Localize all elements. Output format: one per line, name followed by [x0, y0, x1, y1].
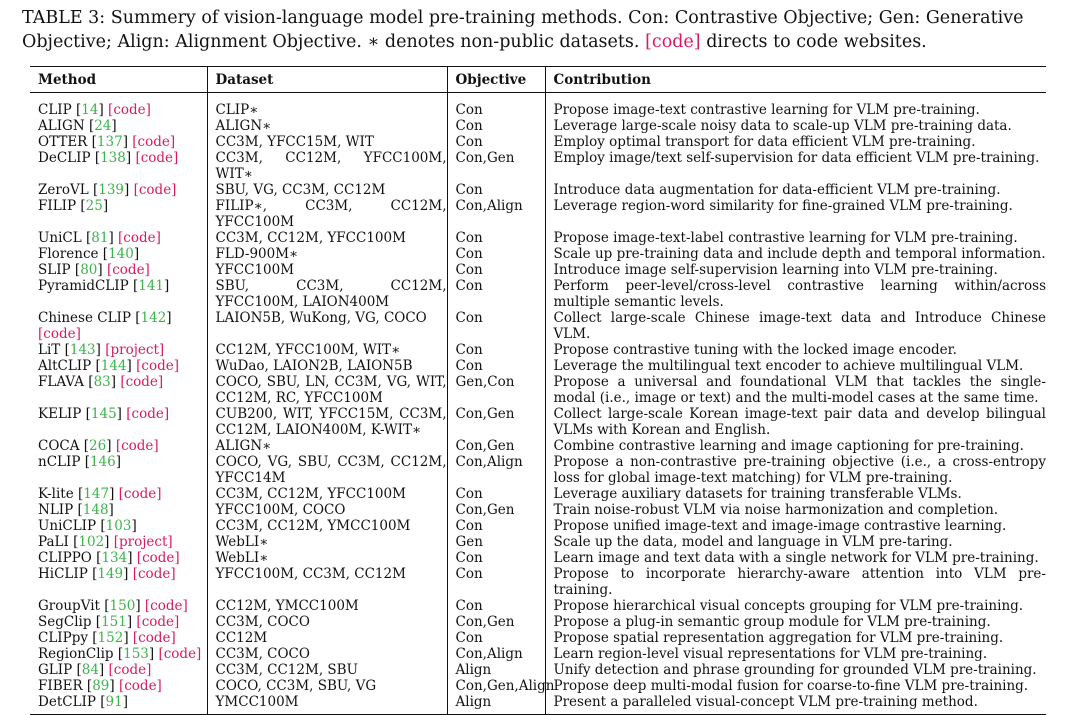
cell-objective: Align [447, 662, 545, 678]
method-name: LiT [38, 342, 61, 358]
code-link[interactable]: [code] [136, 614, 180, 630]
method-name: Chinese CLIP [38, 310, 131, 326]
citation-link[interactable]: 152 [97, 630, 124, 646]
cell-contribution: Learn image and text data with a single network for VLM pre-training. [545, 550, 1046, 566]
cell-dataset: CC12M, YMCC100M [207, 598, 447, 614]
table-row [30, 454, 1046, 486]
cell-objective: Con [447, 182, 545, 198]
cell-contribution: Leverage the multilingual text encoder to achieve multilingual VLM. [545, 358, 1046, 374]
table-row [30, 566, 1046, 598]
cell-objective: Con [447, 550, 545, 566]
method-name: PaLI [38, 534, 69, 550]
cell-method: CLIPpy [152] [code] [38, 630, 176, 646]
cell-objective: Con,Gen [447, 438, 545, 454]
cell-dataset: CC12M [207, 630, 447, 646]
cell-method: COCA [26] [code] [38, 438, 159, 454]
cell-contribution: Propose hierarchical visual concepts grouping for VLM pre-training. [545, 598, 1046, 614]
cell-dataset: WebLI∗ [207, 534, 447, 550]
citation-link[interactable]: 83 [93, 374, 111, 390]
cell-objective: Con,Gen [447, 502, 545, 518]
cell-objective: Con [447, 134, 545, 150]
code-link[interactable]: [code] [120, 374, 164, 390]
cell-contribution: Propose unified image-text and image-image contrastive learning. [545, 518, 1046, 534]
code-link[interactable]: [code] [133, 182, 177, 198]
code-link[interactable]: [code] [118, 486, 162, 502]
table-row [30, 534, 1046, 550]
code-link[interactable]: [code] [106, 262, 150, 278]
method-name: FILIP [38, 198, 77, 214]
cell-method: AltCLIP [144] [code] [38, 358, 179, 374]
citation-link[interactable]: 84 [81, 662, 99, 678]
cell-dataset: YFCC100M, CC3M, CC12M [207, 566, 447, 598]
cell-contribution: Combine contrastive learning and image captioning for pre-training. [545, 438, 1046, 454]
citation-link[interactable]: 138 [100, 150, 126, 166]
cell-objective: Align [447, 694, 545, 715]
table-row [30, 694, 1046, 715]
citation-link[interactable]: 143 [69, 342, 96, 358]
cell-contribution: Propose contrastive tuning with the locked image encoder. [545, 342, 1046, 358]
method-name: NLIP [38, 502, 74, 518]
cell-contribution: Present a paralleled visual-concept VLM pre-training method. [545, 694, 1046, 715]
citation-link[interactable]: 147 [83, 486, 110, 502]
cell-contribution: Leverage auxiliary datasets for training transferable VLMs. [545, 486, 1046, 502]
table-row [30, 374, 1046, 406]
cell-contribution: Propose a non-contrastive pre-training objective (i.e., a cross-entropy loss for global image-text matching) for VLM pre-training. [545, 454, 1046, 486]
cell-objective: Con [447, 486, 545, 502]
cell-contribution: Unify detection and phrase grounding for grounded VLM pre-training. [545, 662, 1046, 678]
code-link[interactable]: [code] [132, 566, 176, 582]
cell-contribution: Perform peer-level/cross-level contrastive learning within/across multiple semantic levels. [545, 278, 1046, 310]
citation-link[interactable]: 144 [100, 358, 127, 374]
citation-link[interactable]: 151 [101, 614, 127, 630]
cell-method: FIBER [89] [code] [38, 678, 162, 694]
cell-objective: Con [447, 246, 545, 262]
citation-link[interactable]: 24 [94, 118, 112, 134]
method-name: CLIPpy [38, 630, 88, 646]
method-name: HiCLIP [38, 566, 88, 582]
cell-dataset: CC3M, CC12M, SBU [207, 662, 447, 678]
cell-method: LiT [143] [project] [38, 342, 165, 358]
table-row [30, 614, 1046, 630]
table-row [30, 246, 1046, 262]
cell-method: GroupVit [150] [code] [38, 598, 188, 614]
table-row [30, 662, 1046, 678]
cell-dataset: CUB200, WIT, YFCC15M, CC3M, CC12M, LAION400M, K-WIT∗ [207, 406, 447, 438]
cell-dataset: CC3M, CC12M, YFCC100M, WIT∗ [207, 150, 447, 182]
citation-link[interactable]: 103 [105, 518, 132, 534]
table-row [30, 342, 1046, 358]
table-row [30, 182, 1046, 198]
cell-method: DeCLIP [138] [code] [38, 150, 179, 166]
code-link[interactable]: [code] [118, 230, 161, 246]
code-link[interactable]: [code] [38, 326, 81, 342]
method-name: UniCLIP [38, 518, 97, 534]
method-name: DetCLIP [38, 694, 96, 710]
cell-method: FILIP [25] [38, 198, 109, 214]
code-link[interactable]: [code] [118, 678, 162, 694]
cell-contribution: Scale up the data, model and language in VLM pre-taring. [545, 534, 1046, 550]
method-name: OTTER [38, 134, 88, 150]
cell-dataset: CC3M, CC12M, YMCC100M [207, 518, 447, 534]
table-caption [22, 6, 1062, 54]
method-name: nCLIP [38, 454, 81, 470]
code-link[interactable]: [code] [132, 134, 176, 150]
cell-dataset: COCO, SBU, LN, CC3M, VG, WIT, CC12M, RC, YFCC100M [207, 374, 447, 406]
table-row [30, 406, 1046, 438]
cell-method: SLIP [80] [code] [38, 262, 150, 278]
citation-link[interactable]: 139 [98, 182, 125, 198]
cell-dataset: CC3M, COCO [207, 614, 447, 630]
citation-link[interactable]: 14 [81, 102, 99, 118]
cell-contribution: Propose image-text contrastive learning for VLM pre-training. [545, 93, 1046, 119]
cell-objective: Con,Gen [447, 150, 545, 182]
table-row [30, 646, 1046, 662]
cell-method: OTTER [137] [code] [38, 134, 176, 150]
cell-objective: Gen [447, 534, 545, 550]
cell-method: HiCLIP [149] [code] [38, 566, 176, 582]
cell-dataset: ALIGN∗ [207, 118, 447, 134]
cell-objective: Con [447, 278, 545, 310]
table-row [30, 678, 1046, 694]
cell-dataset: ALIGN∗ [207, 438, 447, 454]
methods-table [30, 66, 1046, 715]
cell-contribution: Introduce image self-supervision learning into VLM pre-training. [545, 262, 1046, 278]
method-name: FLAVA [38, 374, 84, 390]
cell-contribution: Collect large-scale Chinese image-text data and Introduce Chinese VLM. [545, 310, 1046, 342]
cell-dataset: CC3M, CC12M, YFCC100M [207, 230, 447, 246]
code-link[interactable]: [code] [136, 550, 180, 566]
table-row [30, 550, 1046, 566]
method-name: DeCLIP [38, 150, 91, 166]
cell-method: PaLI [102] [project] [38, 534, 173, 550]
code-link[interactable]: [code] [108, 662, 152, 678]
cell-contribution: Propose to incorporate hierarchy-aware attention into VLM pre-training. [545, 566, 1046, 598]
table-row [30, 598, 1046, 614]
cell-objective: Con,Gen [447, 406, 545, 438]
citation-link[interactable]: 141 [138, 278, 165, 294]
citation-link[interactable]: 26 [89, 438, 107, 454]
method-name: FIBER [38, 678, 83, 694]
code-link[interactable]: [project] [105, 342, 165, 358]
cell-method: PyramidCLIP [141] [38, 278, 170, 294]
cell-method: NLIP [148] [38, 502, 114, 518]
table-row [30, 358, 1046, 374]
citation-link[interactable]: 91 [105, 694, 123, 710]
citation-link[interactable]: 25 [85, 198, 103, 214]
cell-method: Florence [140] [38, 246, 140, 262]
table-row [30, 134, 1046, 150]
caption-tail: directs to code websites. [706, 32, 927, 52]
citation-link[interactable]: 148 [82, 502, 109, 518]
method-name: CLIP [38, 102, 72, 118]
cell-dataset: WebLI∗ [207, 550, 447, 566]
cell-contribution: Employ optimal transport for data efficient VLM pre-training. [545, 134, 1046, 150]
header-dataset: Dataset [207, 67, 447, 93]
cell-objective: Con [447, 93, 545, 119]
cell-method: CLIP [14] [code] [38, 102, 151, 118]
cell-objective: Con,Align [447, 646, 545, 662]
method-name: COCA [38, 438, 80, 454]
citation-link[interactable]: 142 [140, 310, 167, 326]
cell-contribution: Introduce data augmentation for data-efficient VLM pre-training. [545, 182, 1046, 198]
table-row [30, 310, 1046, 342]
code-link[interactable]: [code] [144, 598, 188, 614]
header-contribution: Contribution [545, 67, 1046, 93]
table-row [30, 502, 1046, 518]
citation-link[interactable]: 134 [101, 550, 128, 566]
table-header-row [30, 67, 1046, 93]
cell-dataset: SBU, CC3M, CC12M, YFCC100M, LAION400M [207, 278, 447, 310]
method-name: GLIP [38, 662, 73, 678]
method-name: SLIP [38, 262, 71, 278]
cell-method: SegClip [151] [code] [38, 614, 180, 630]
citation-link[interactable]: 137 [96, 134, 123, 150]
citation-link[interactable]: 153 [123, 646, 149, 662]
cell-method: ZeroVL [139] [code] [38, 182, 177, 198]
cell-objective: Con [447, 630, 545, 646]
cell-dataset: LAION5B, WuKong, VG, COCO [207, 310, 447, 342]
cell-dataset: CC3M, COCO [207, 646, 447, 662]
cell-objective: Con [447, 358, 545, 374]
cell-method: FLAVA [83] [code] [38, 374, 164, 390]
cell-dataset: FLD-900M∗ [207, 246, 447, 262]
cell-method: K-lite [147] [code] [38, 486, 162, 502]
cell-contribution: Learn region-level visual representations for VLM pre-training. [545, 646, 1046, 662]
code-link[interactable]: [code] [108, 102, 151, 118]
cell-method: ALIGN [24] [38, 118, 117, 134]
citation-link[interactable]: 145 [90, 406, 117, 422]
code-link[interactable]: [code] [136, 358, 179, 374]
cell-objective: Con,Gen [447, 614, 545, 630]
method-name: UniCL [38, 230, 82, 246]
cell-contribution: Employ image/text self-supervision for data efficient VLM pre-training. [545, 150, 1046, 182]
code-link[interactable]: [code] [115, 438, 159, 454]
cell-objective: Con [447, 566, 545, 598]
cell-dataset: SBU, VG, CC3M, CC12M [207, 182, 447, 198]
cell-objective: Con,Gen,Align [447, 678, 545, 694]
cell-contribution: Scale up pre-training data and include depth and temporal information. [545, 246, 1046, 262]
method-name: GroupVit [38, 598, 100, 614]
cell-dataset: CC3M, YFCC15M, WIT [207, 134, 447, 150]
table-row [30, 438, 1046, 454]
table-row [30, 198, 1046, 230]
method-name: AltCLIP [38, 358, 92, 374]
cell-contribution: Propose a universal and foundational VLM that tackles the single-modal (i.e., image or text) and the multi-model cases at the same time. [545, 374, 1046, 406]
cell-objective: Con [447, 342, 545, 358]
cell-contribution: Propose spatial representation aggregation for VLM pre-training. [545, 630, 1046, 646]
cell-objective: Con [447, 230, 545, 246]
table-row [30, 118, 1046, 134]
cell-objective: Con [447, 262, 545, 278]
cell-contribution: Propose deep multi-modal fusion for coarse-to-fine VLM pre-training. [545, 678, 1046, 694]
code-link[interactable]: [project] [113, 534, 173, 550]
cell-method: UniCL [81] [code] [38, 230, 161, 246]
table-row [30, 150, 1046, 182]
method-name: CLIPPO [38, 550, 92, 566]
cell-dataset: COCO, VG, SBU, CC3M, CC12M, YFCC14M [207, 454, 447, 486]
method-name: K-lite [38, 486, 74, 502]
cell-method: KELIP [145] [code] [38, 406, 170, 422]
cell-dataset: YMCC100M [207, 694, 447, 715]
cell-dataset: CLIP∗ [207, 93, 447, 119]
cell-dataset: YFCC100M, COCO [207, 502, 447, 518]
cell-contribution: Propose image-text-label contrastive learning for VLM pre-training. [545, 230, 1046, 246]
cell-objective: Con [447, 118, 545, 134]
cell-method: GLIP [84] [code] [38, 662, 152, 678]
table-row [30, 518, 1046, 534]
table-row [30, 230, 1046, 246]
table-row [30, 93, 1046, 119]
caption-code-link[interactable]: [code] [645, 32, 701, 52]
method-name: PyramidCLIP [38, 278, 129, 294]
cell-contribution: Propose a plug-in semantic group module for VLM pre-training. [545, 614, 1046, 630]
cell-method: nCLIP [146] [38, 454, 122, 470]
code-link[interactable]: [code] [132, 630, 176, 646]
cell-objective: Con [447, 518, 545, 534]
table-row [30, 630, 1046, 646]
method-name: SegClip [38, 614, 92, 630]
cell-dataset: CC12M, YFCC100M, WIT∗ [207, 342, 447, 358]
header-objective: Objective [447, 67, 545, 93]
table-row [30, 278, 1046, 310]
citation-link[interactable]: 150 [109, 598, 136, 614]
cell-method: DetCLIP [91] [30, 694, 207, 715]
cell-method: Chinese CLIP [142] [code] [38, 310, 172, 342]
method-name: ALIGN [38, 118, 85, 134]
citation-link[interactable]: 89 [92, 678, 110, 694]
citation-link[interactable]: 140 [108, 246, 134, 262]
table-row [30, 486, 1046, 502]
table-body [30, 93, 1046, 715]
code-link[interactable]: [code] [158, 646, 202, 662]
header-method: Method [30, 67, 207, 93]
method-name: KELIP [38, 406, 82, 422]
caption-main: TABLE 3: Summery of vision-language model pre-training methods. Con: Contrastive Objective; Gen: Generative Objective; Align: Alignment Objective. ∗ denotes non-public datasets. [22, 8, 1024, 52]
cell-method: RegionClip [153] [code] [38, 646, 202, 662]
table-row [30, 262, 1046, 278]
code-link[interactable]: [code] [126, 406, 170, 422]
citation-link[interactable]: 149 [97, 566, 124, 582]
cell-objective: Con,Align [447, 454, 545, 486]
cell-dataset: COCO, CC3M, SBU, VG [207, 678, 447, 694]
cell-contribution: Leverage region-word similarity for fine-grained VLM pre-training. [545, 198, 1046, 230]
cell-contribution: Train noise-robust VLM via noise harmonization and completion. [545, 502, 1046, 518]
citation-link[interactable]: 81 [91, 230, 109, 246]
citation-link[interactable]: 102 [78, 534, 105, 550]
cell-objective: Con,Align [447, 198, 545, 230]
method-name: ZeroVL [38, 182, 89, 198]
code-link[interactable]: [code] [135, 150, 179, 166]
cell-objective: Gen,Con [447, 374, 545, 406]
cell-dataset: CC3M, CC12M, YFCC100M [207, 486, 447, 502]
cell-objective: Con [447, 598, 545, 614]
citation-link[interactable]: 80 [80, 262, 98, 278]
cell-dataset: YFCC100M [207, 262, 447, 278]
citation-link[interactable]: 146 [89, 454, 116, 470]
method-name: Florence [38, 246, 99, 262]
cell-method: UniCLIP [103] [38, 518, 137, 534]
cell-dataset: FILIP∗, CC3M, CC12M, YFCC100M [207, 198, 447, 230]
method-name: RegionClip [38, 646, 114, 662]
cell-method: CLIPPO [134] [code] [38, 550, 180, 566]
methods-table-wrapper [30, 66, 1046, 715]
cell-contribution: Collect large-scale Korean image-text pair data and develop bilingual VLMs with Korean and English. [545, 406, 1046, 438]
cell-dataset: WuDao, LAION2B, LAION5B [207, 358, 447, 374]
cell-objective: Con [447, 310, 545, 342]
cell-contribution: Leverage large-scale noisy data to scale-up VLM pre-training data. [545, 118, 1046, 134]
